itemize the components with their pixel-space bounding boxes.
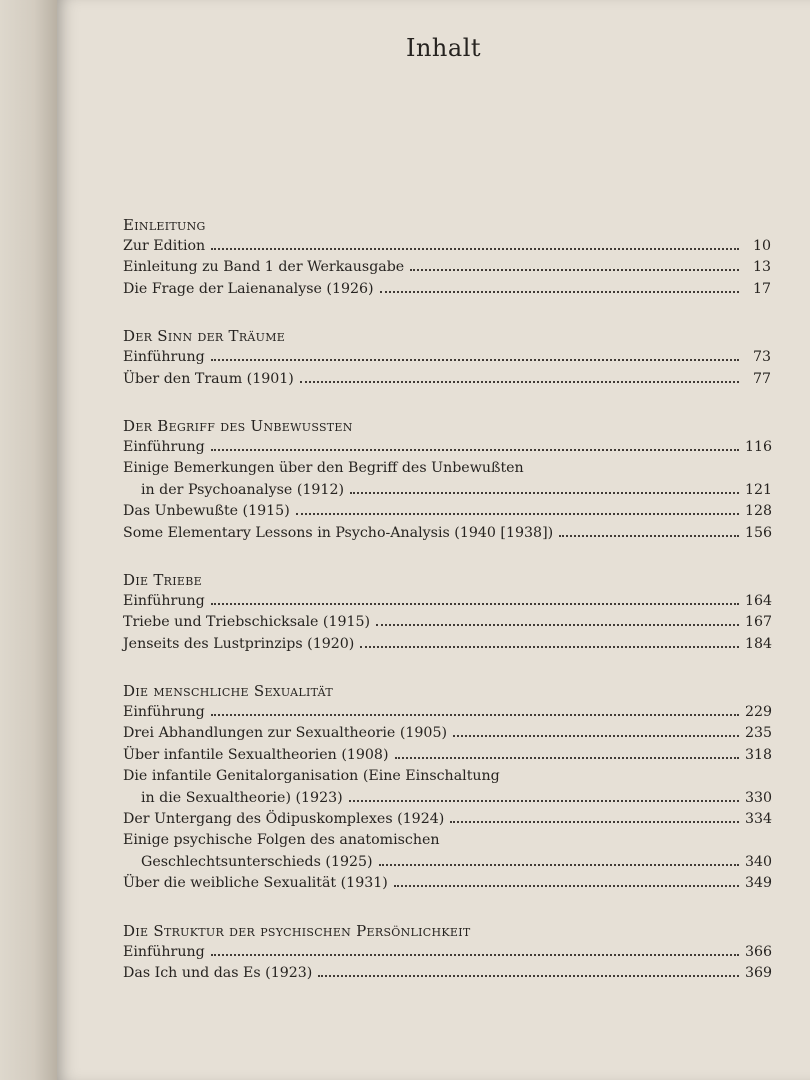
dot-leader [349,800,739,802]
toc-entry-title: Die Frage der Laienanalyse (1926) [123,280,374,297]
toc-entry-page: 318 [745,746,773,763]
toc-section [123,415,771,544]
toc-entry-page: 167 [745,614,773,631]
toc-section [123,680,771,895]
dot-leader [380,291,739,293]
toc-entry [123,369,771,390]
dot-leader [350,492,739,494]
table-of-contents [123,214,771,1009]
toc-entry [123,634,771,655]
toc-entry-title: Über den Traum (1901) [123,370,294,387]
section-heading: Der Begriff des Unbewussten [123,416,353,435]
toc-entry-title: Einführung [123,943,205,960]
toc-entry-page: 156 [745,524,773,541]
toc-entry [123,963,771,984]
section-heading: Die Struktur der psychischen Persönlichkeit [123,921,471,940]
toc-entry-page: 121 [745,481,773,498]
dot-leader [211,359,739,361]
toc-entry-page: 330 [745,789,773,806]
toc-entry [123,279,771,300]
section-heading: Der Sinn der Träume [123,327,286,346]
toc-entry [123,809,771,830]
dot-leader [211,248,739,250]
toc-entry-page: 73 [752,349,771,366]
toc-entry [123,236,771,257]
toc-entry-page: 128 [745,503,773,520]
toc-entry [123,501,771,522]
toc-entry-title: Zur Edition [123,238,206,254]
book-page [57,0,810,1080]
toc-entry-title: in der Psychoanalyse (1912) [141,481,345,498]
dot-leader [360,646,739,648]
toc-entry [123,347,771,368]
toc-entry-title: Einführung [123,349,205,366]
toc-entry-title: Jenseits des Lustprinzips (1920) [123,635,355,652]
toc-entry [123,745,771,766]
toc-entry [123,591,771,612]
toc-section [123,214,771,300]
dot-leader [211,954,739,956]
toc-entry-page: 369 [745,964,773,981]
section-heading: Die menschliche Sexualität [123,682,333,701]
toc-section [123,569,771,655]
toc-entry-page: 17 [752,280,771,297]
toc-entry [123,942,771,963]
dot-leader [211,603,739,605]
dot-leader [395,757,740,759]
toc-entry-page: 164 [745,592,773,609]
toc-entry-page: 13 [752,259,771,276]
toc-section [123,325,771,390]
toc-section [123,920,771,985]
toc-entry [123,788,771,809]
page-title: Inhalt [405,34,482,62]
toc-entry-page: 349 [745,875,773,892]
toc-entry-title: Das Unbewußte (1915) [123,503,290,520]
toc-entry-page: 340 [745,853,773,870]
toc-entry [123,723,771,744]
toc-entry [123,852,771,873]
section-heading: Einleitung [123,216,206,234]
toc-entry-title: Einführung [123,438,205,455]
toc-entry-title: Einführung [123,592,205,609]
dot-leader [379,864,739,866]
toc-entry [123,480,771,501]
toc-entry [123,612,771,633]
toc-entry-title: Das Ich und das Es (1923) [123,964,313,981]
toc-entry [123,437,771,458]
toc-entry-first-line: Die infantile Genitalorganisation (Eine Einschaltung [123,768,500,785]
toc-entry-page: 116 [745,438,773,455]
dot-leader [450,821,739,823]
toc-entry-page: 334 [745,811,773,828]
dot-leader [211,449,739,451]
dot-leader [211,714,739,716]
toc-entry-title: Einführung [123,704,205,721]
toc-entry-title: Drei Abhandlungen zur Sexualtheorie (1905) [123,725,448,742]
toc-entry-page: 184 [745,635,773,652]
dot-leader [410,269,739,271]
book-gutter [0,0,57,1080]
toc-entry-title: Einleitung zu Band 1 der Werkausgabe [123,259,405,276]
toc-entry-title: Der Untergang des Ödipuskomplexes (1924) [123,811,445,828]
toc-entry [123,873,771,894]
dot-leader [318,975,739,977]
toc-entry-title: Über die weibliche Sexualität (1931) [123,875,388,892]
toc-entry-title: Triebe und Triebschicksale (1915) [123,614,371,631]
toc-entry-page: 229 [745,704,773,721]
toc-entry-page: 366 [745,943,773,960]
dot-leader [300,381,739,383]
dot-leader [453,735,739,737]
toc-entry-title: Über infantile Sexualtheorien (1908) [123,746,389,763]
toc-entry [123,523,771,544]
toc-entry [123,702,771,723]
toc-entry-title: Geschlechtsunterschieds (1925) [141,853,373,870]
dot-leader [559,535,739,537]
toc-entry-first-line: Einige Bemerkungen über den Begriff des Unbewußten [123,460,524,477]
toc-entry-first-line: Einige psychische Folgen des anatomischen [123,832,440,849]
section-heading: Die Triebe [123,570,202,589]
toc-entry-page: 77 [752,370,771,387]
dot-leader [394,885,739,887]
dot-leader [376,624,739,626]
toc-entry-page: 235 [745,725,773,742]
toc-entry [123,257,771,278]
dot-leader [296,513,739,515]
toc-entry-title: in die Sexualtheorie) (1923) [141,789,343,806]
toc-entry-page: 10 [752,238,771,254]
toc-entry-title: Some Elementary Lessons in Psycho-Analysis (1940 [1938]) [123,524,554,541]
